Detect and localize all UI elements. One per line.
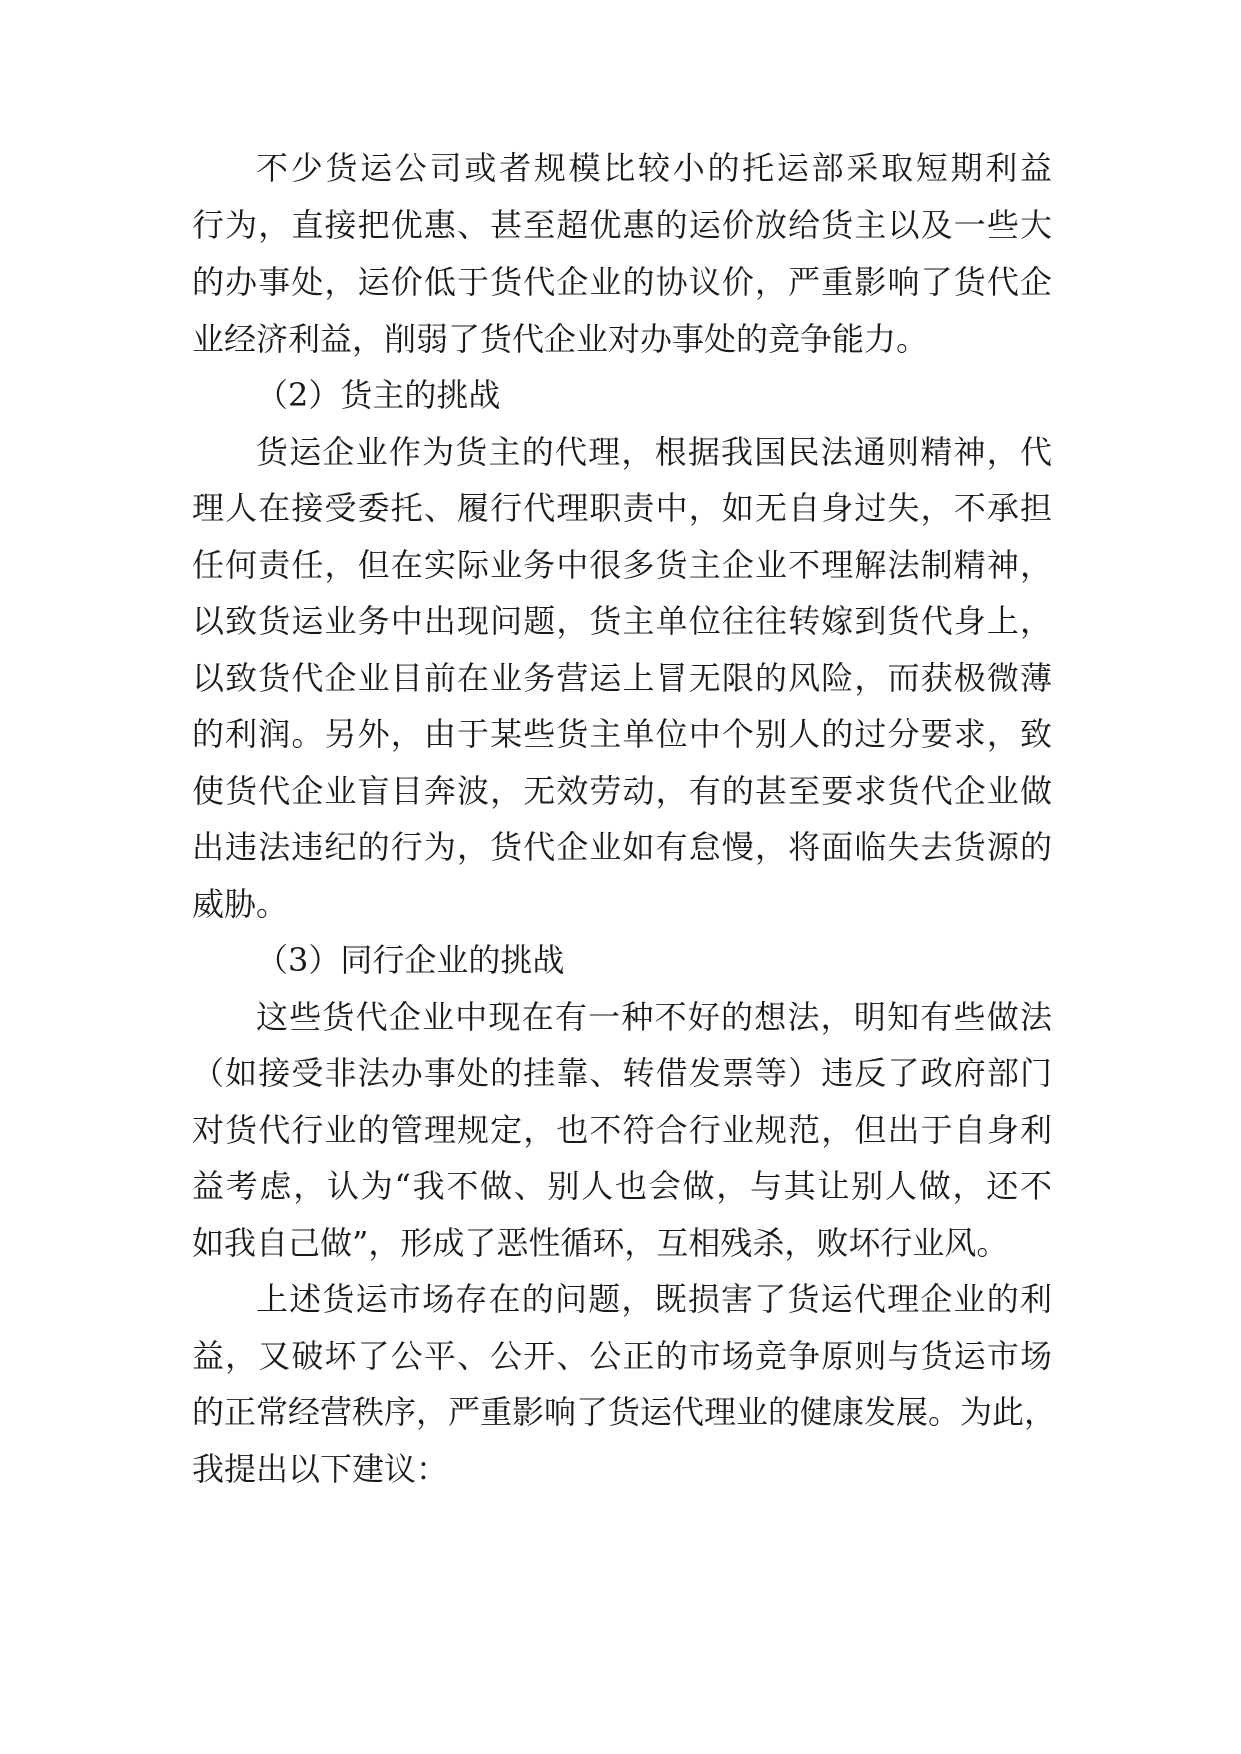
paragraph-line: 的正常经营秩序，严重影响了货运代理业的健康发展。为此， [192, 1393, 1057, 1431]
paragraph-line: 不少货运公司或者规模比较小的托运部采取短期利益 [256, 149, 1052, 187]
paragraph-line: 业经济利益，削弱了货代企业对办事处的竞争能力。 [192, 320, 929, 358]
paragraph-line: 的利润。另外，由于某些货主单位中个别人的过分要求，致 [192, 715, 1052, 753]
paragraph-line: 益考虑，认为“我不做、别人也会做，与其让别人做，还不 [192, 1167, 1052, 1205]
paragraph-line: 使货代企业盲目奔波，无效劳动，有的甚至要求货代企业做 [192, 772, 1052, 810]
paragraph-line: 这些货代企业中现在有一种不好的想法，明知有些做法 [256, 998, 1052, 1036]
paragraph-line: 上述货运市场存在的问题，既损害了货运代理企业的利 [256, 1280, 1052, 1318]
paragraph-line: 我提出以下建议： [192, 1450, 449, 1488]
paragraph-line: 出违法违纪的行为，货代企业如有怠慢，将面临失去货源的 [192, 828, 1052, 866]
section-heading: （3）同行企业的挑战 [256, 941, 565, 979]
paragraph-line: 任何责任，但在实际业务中很多货主企业不理解法制精神， [192, 546, 1052, 584]
paragraph-line: 威胁。 [192, 885, 289, 923]
paragraph-line: 益，又破坏了公平、公开、公正的市场竞争原则与货运市场 [192, 1337, 1052, 1375]
paragraph-line: （如接受非法办事处的挂靠、转借发票等）违反了政府部门 [192, 1054, 1052, 1092]
section-heading: （2）货主的挑战 [256, 376, 501, 414]
paragraph-line: 理人在接受委托、履行代理职责中，如无自身过失，不承担 [192, 489, 1052, 527]
paragraph-line: 以致货代企业目前在业务营运上冒无限的风险，而获极微薄 [192, 659, 1052, 697]
paragraph-line: 以致货运业务中出现问题，货主单位往往转嫁到货代身上， [192, 602, 1052, 640]
paragraph-line: 行为，直接把优惠、甚至超优惠的运价放给货主以及一些大 [192, 206, 1052, 244]
paragraph-line: 如我自己做”，形成了恶性循环，互相残杀，败坏行业风。 [192, 1224, 1009, 1262]
paragraph-line: 的办事处，运价低于货代企业的协议价，严重影响了货代企 [192, 263, 1052, 301]
paragraph-line: 货运企业作为货主的代理，根据我国民法通则精神，代 [256, 433, 1052, 471]
paragraph-line: 对货代行业的管理规定，也不符合行业规范，但出于自身利 [192, 1111, 1052, 1149]
